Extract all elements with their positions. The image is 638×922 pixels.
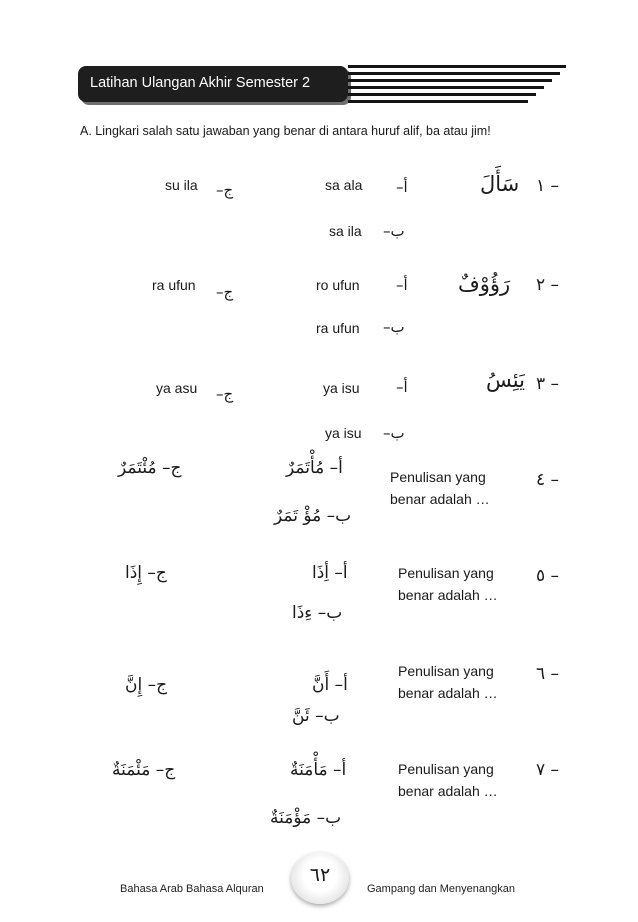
option-alif-marker: أ– [396, 378, 408, 396]
question-text [398, 758, 498, 802]
option-jim[interactable]: ج– مَئْمَنَةٌ [112, 760, 176, 780]
question-text [398, 562, 498, 606]
option-jim-answer[interactable]: ya asu [156, 380, 198, 396]
question-text [398, 660, 498, 704]
option-jim-marker: ج– [216, 181, 234, 199]
question-text-line: Penulisan yang [398, 565, 494, 581]
decor-stripe [348, 86, 544, 89]
option-ba-marker: ب– [383, 318, 405, 336]
option-jim-marker: ج– [216, 385, 234, 403]
option-alif-marker: أ– [396, 178, 408, 196]
page-number: ٦٢ [309, 864, 331, 886]
option-jim-answer[interactable]: su ila [165, 177, 198, 193]
option-ba[interactable]: ب– ءِذَا [292, 603, 343, 623]
option-ba-answer[interactable]: ra ufun [316, 320, 360, 336]
question-text-line: benar adalah … [398, 587, 498, 603]
option-ba[interactable]: ب– مَؤْمَنَةٌ [270, 808, 342, 828]
section-title-banner [78, 66, 348, 102]
option-jim[interactable]: ج– إِذَا [125, 563, 167, 583]
option-ba-answer[interactable]: ya isu [325, 425, 362, 441]
option-ba[interactable]: ب– ئَنَّ [292, 706, 340, 726]
option-ba-marker: ب– [383, 424, 405, 442]
option-alif-answer[interactable]: ro ufun [316, 277, 360, 293]
question-number: ٣ – [536, 374, 560, 394]
question-text-line: Penulisan yang [398, 663, 494, 679]
option-alif-marker: أ– [396, 276, 408, 294]
option-jim-answer[interactable]: ra ufun [152, 277, 196, 293]
decor-stripe [348, 65, 566, 68]
question-number: ١ – [536, 176, 560, 196]
option-ba[interactable]: ب– مُؤْ تَمَرٌ [274, 506, 352, 526]
question-text [390, 466, 490, 510]
option-alif[interactable]: أ– أِذَا [312, 563, 348, 583]
question-number: ٢ – [536, 275, 560, 295]
option-ba-marker: ب– [383, 222, 405, 240]
footer-right: Gampang dan Menyenangkan [367, 883, 515, 895]
decor-stripe [348, 100, 528, 103]
option-jim-marker: ج– [216, 283, 234, 301]
question-number: ٧ – [536, 760, 560, 780]
option-alif[interactable]: أ– مُأْتَمَرٌ [286, 458, 343, 478]
question-number: ٥ – [536, 566, 560, 586]
footer-left: Bahasa Arab Bahasa Alquran [120, 883, 264, 895]
option-jim[interactable]: ج– إِنَّ [125, 675, 168, 695]
section-title: Latihan Ulangan Akhir Semester 2 [90, 75, 311, 91]
page-number-badge [291, 852, 349, 904]
arabic-word: يَئِسُ [486, 368, 525, 392]
question-text-line: benar adalah … [398, 783, 498, 799]
option-alif[interactable]: أ– أَنَّ [312, 675, 348, 695]
decor-stripe [348, 93, 536, 96]
arabic-word: سَأَلَ [480, 172, 520, 196]
question-text-line: Penulisan yang [398, 761, 494, 777]
question-text-line: benar adalah … [398, 685, 498, 701]
decor-stripe [348, 79, 552, 82]
arabic-word: رَؤُوْفٌ [458, 272, 511, 296]
option-alif-answer[interactable]: sa ala [325, 177, 363, 193]
instruction-text: A. Lingkari salah satu jawaban yang benar di antara huruf alif, ba atau jim! [80, 124, 491, 138]
decor-stripe [348, 72, 560, 75]
option-ba-answer[interactable]: sa ila [329, 223, 362, 239]
option-alif[interactable]: أ– مَأْمَنَةٌ [290, 760, 347, 780]
question-number: ٦ – [536, 664, 560, 684]
option-alif-answer[interactable]: ya isu [323, 380, 360, 396]
option-jim[interactable]: ج– مُئْتَمَرٌ [118, 458, 182, 478]
question-text-line: benar adalah … [390, 491, 490, 507]
question-text-line: Penulisan yang [390, 469, 486, 485]
question-number: ٤ – [536, 470, 560, 490]
